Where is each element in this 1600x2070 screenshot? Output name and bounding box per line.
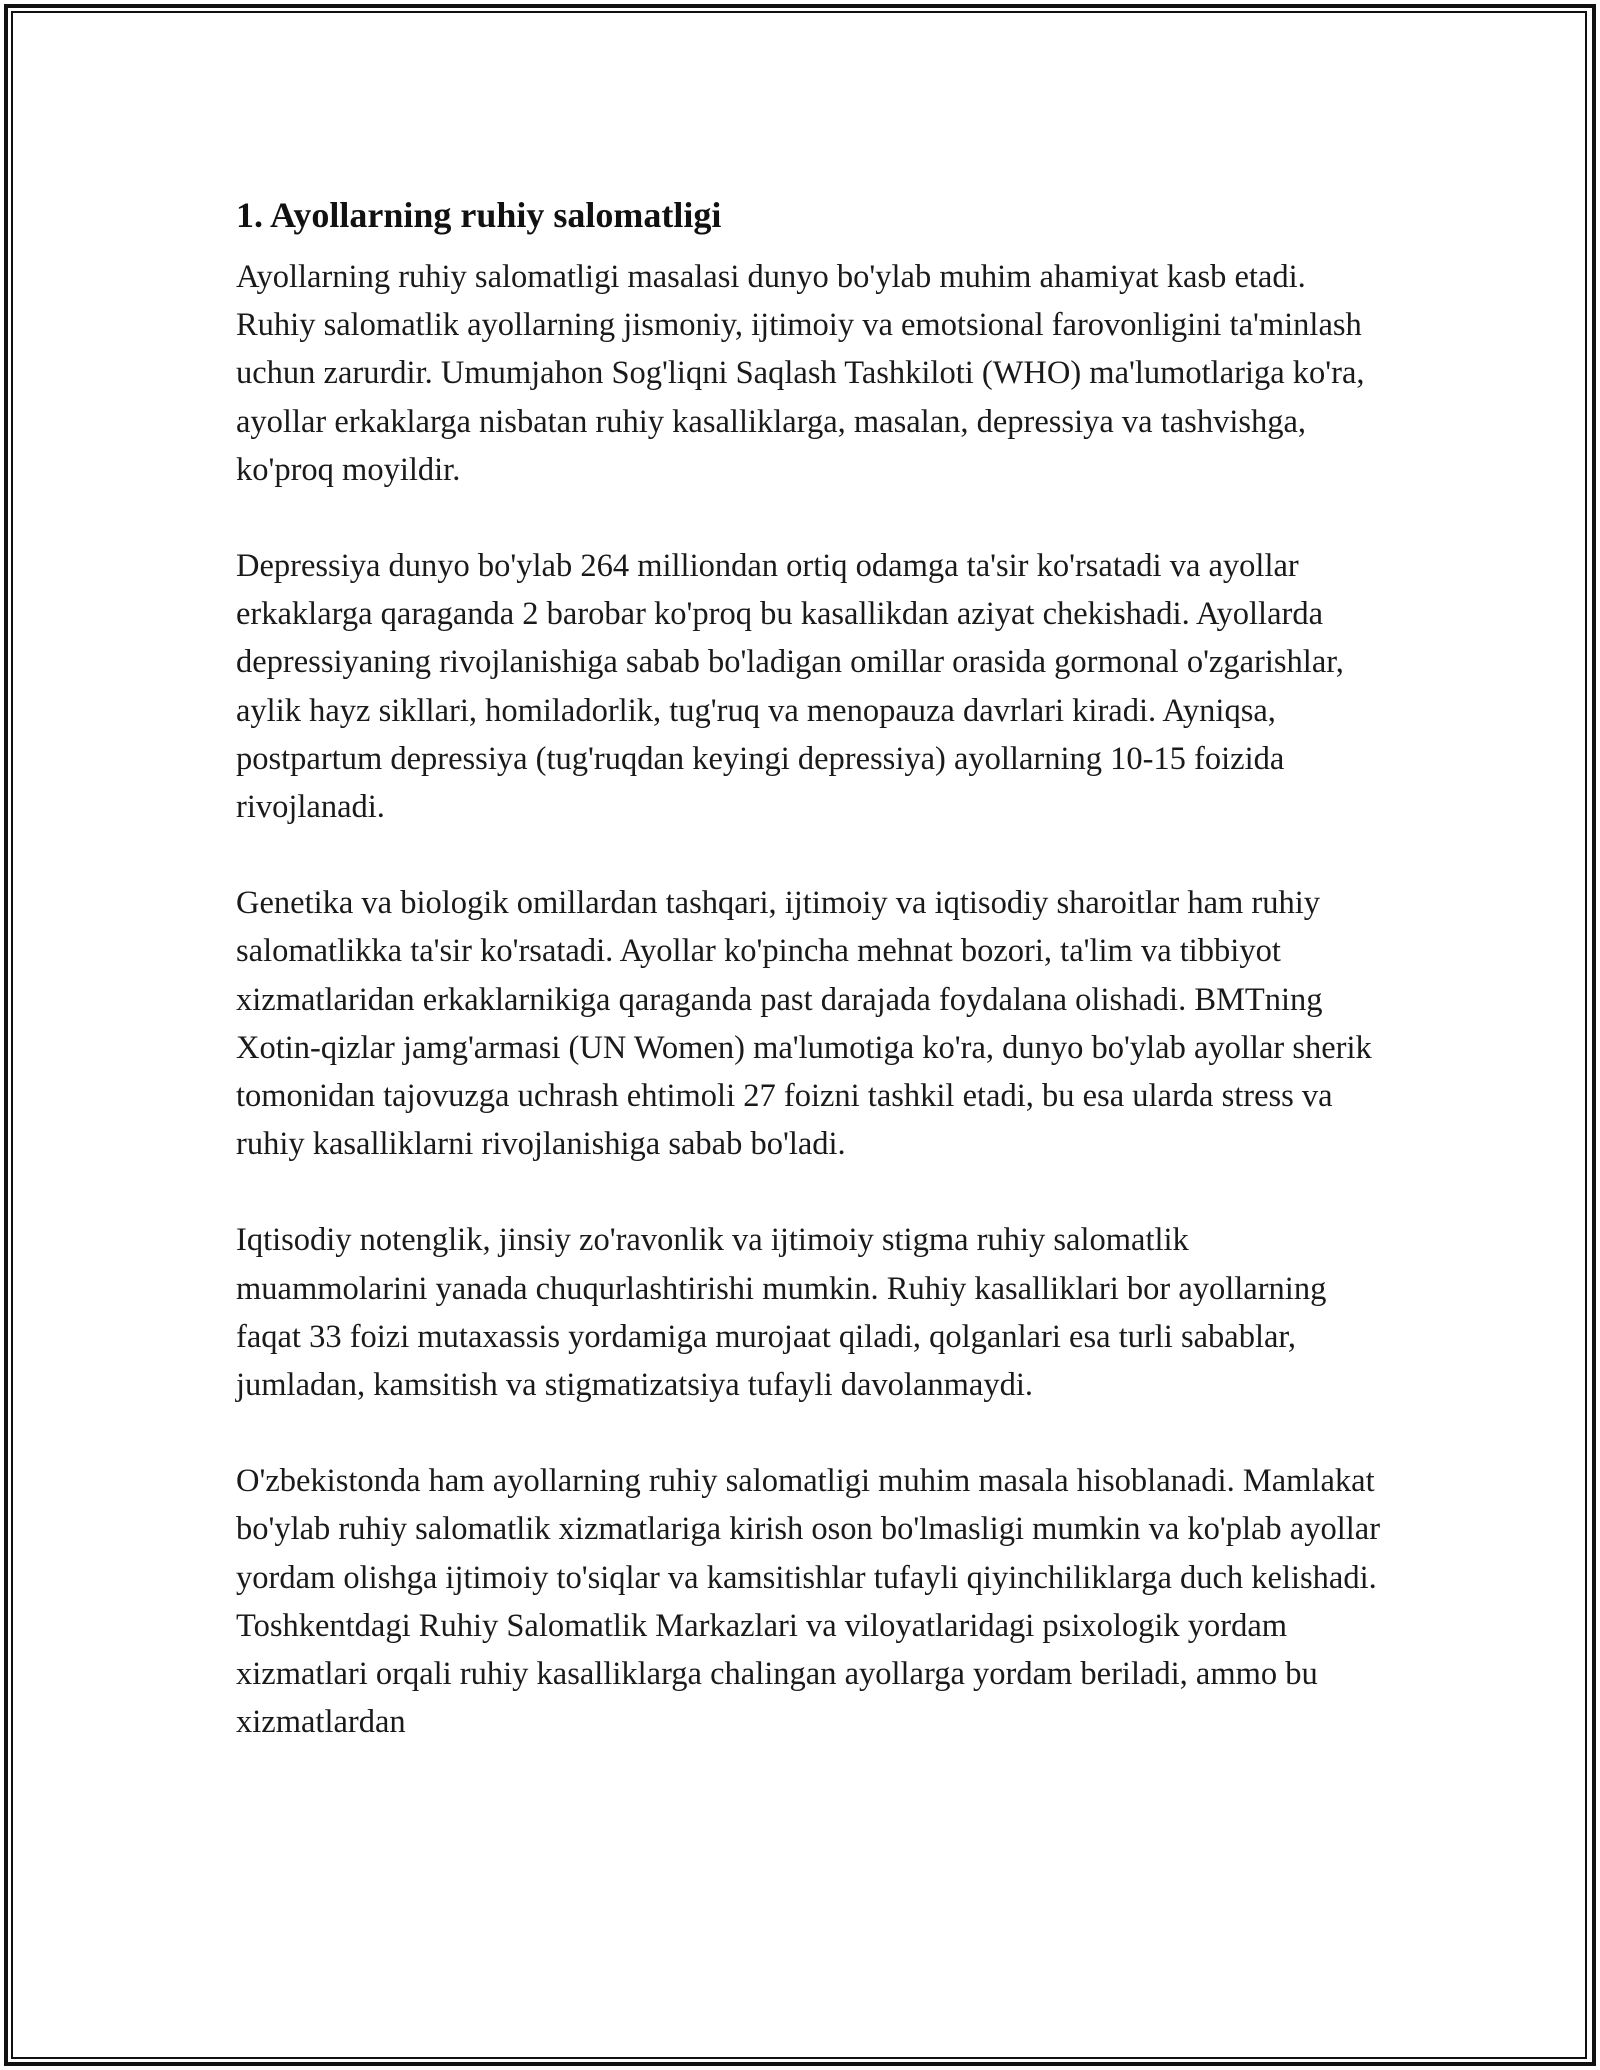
paragraph-uzbekistan: O'zbekistonda ham ayollarning ruhiy salomatligi muhim masala hisoblanadi. Mamlakat bo'ylab ruhiy salomatlik xizmatlariga kirish oson bo'lmasligi mumkin va ko'plab ayollar yordam olishga ijtimoiy to'siqlar va kamsitishlar tufayli qiyinchiliklarga duch kelishadi. Toshkentdagi Ruhiy Salomatlik Markazlari va viloyatlaridagi psixologik yordam xizmatlari orqali ruhiy kasalliklarga chalingan ayollarga yordam beriladi, ammo bu xizmatlardan: [236, 1463, 1381, 1741]
paragraph-depression-factors: Depressiya dunyo bo'ylab 264 milliondan ortiq odamga ta'sir ko'rsatadi va ayollar erkaklarga qaraganda 2 barobar ko'proq bu kasallikdan aziyat chekishadi. Ayollarda depressiyaning rivojlanishiga sabab bo'ladigan omillar orasida gormonal o'zgarishlar, aylik hayz sikllari, homiladorlik, tug'ruq va menopauza davrlari kiradi. Ayniqsa, postpartum depressiya (tug'ruqdan keyingi depressiya) ayollarning 10-15 foizida rivojlanadi.: [236, 548, 1344, 826]
section-heading: 1. Ayollarning ruhiy salomatligi: [236, 195, 722, 235]
document-page: [236, 187, 1386, 1746]
document-body: [236, 253, 1386, 1746]
paragraph-stigma: Iqtisodiy notenglik, jinsiy zo'ravonlik va ijtimoiy stigma ruhiy salomatlik muammolarini yanada chuqurlashtirishi mumkin. Ruhiy kasalliklari bor ayollarning faqat 33 foizi mutaxassis yordamiga murojaat qiladi, qolganlari esa turli sabablar, jumladan, kamsitish va stigmatizatsiya tufayli davolanmaydi.: [236, 1222, 1327, 1404]
paragraph-who-statistics: Ayollarning ruhiy salomatligi masalasi dunyo bo'ylab muhim ahamiyat kasb etadi. Ruhiy salomatlik ayollarning jismoniy, ijtimoiy va emotsional farovonligini ta'minlash uchun zarurdir. Umumjahon Sog'liqni Saqlash Tashkiloti (WHO) ma'lumotlariga ko'ra, ayollar erkaklarga nisbatan ruhiy kasalliklarga, masalan, depressiya va tashvishga, ko'proq moyildir.: [236, 259, 1365, 488]
paragraph-social-economic-factors: Genetika va biologik omillardan tashqari, ijtimoiy va iqtisodiy sharoitlar ham ruhiy salomatlikka ta'sir ko'rsatadi. Ayollar ko'pincha mehnat bozori, ta'lim va tibbiyot xizmatlaridan erkaklarnikiga qaraganda past darajada foydalana olishadi. BMTning Xotin-qizlar jamg'armasi (UN Women) ma'lumotiga ko'ra, dunyo bo'ylab ayollar sherik tomonidan tajovuzga uchrash ehtimoli 27 foizni tashkil etadi, bu esa ularda stress va ruhiy kasalliklarni rivojlanishiga sabab bo'ladi.: [236, 885, 1372, 1163]
